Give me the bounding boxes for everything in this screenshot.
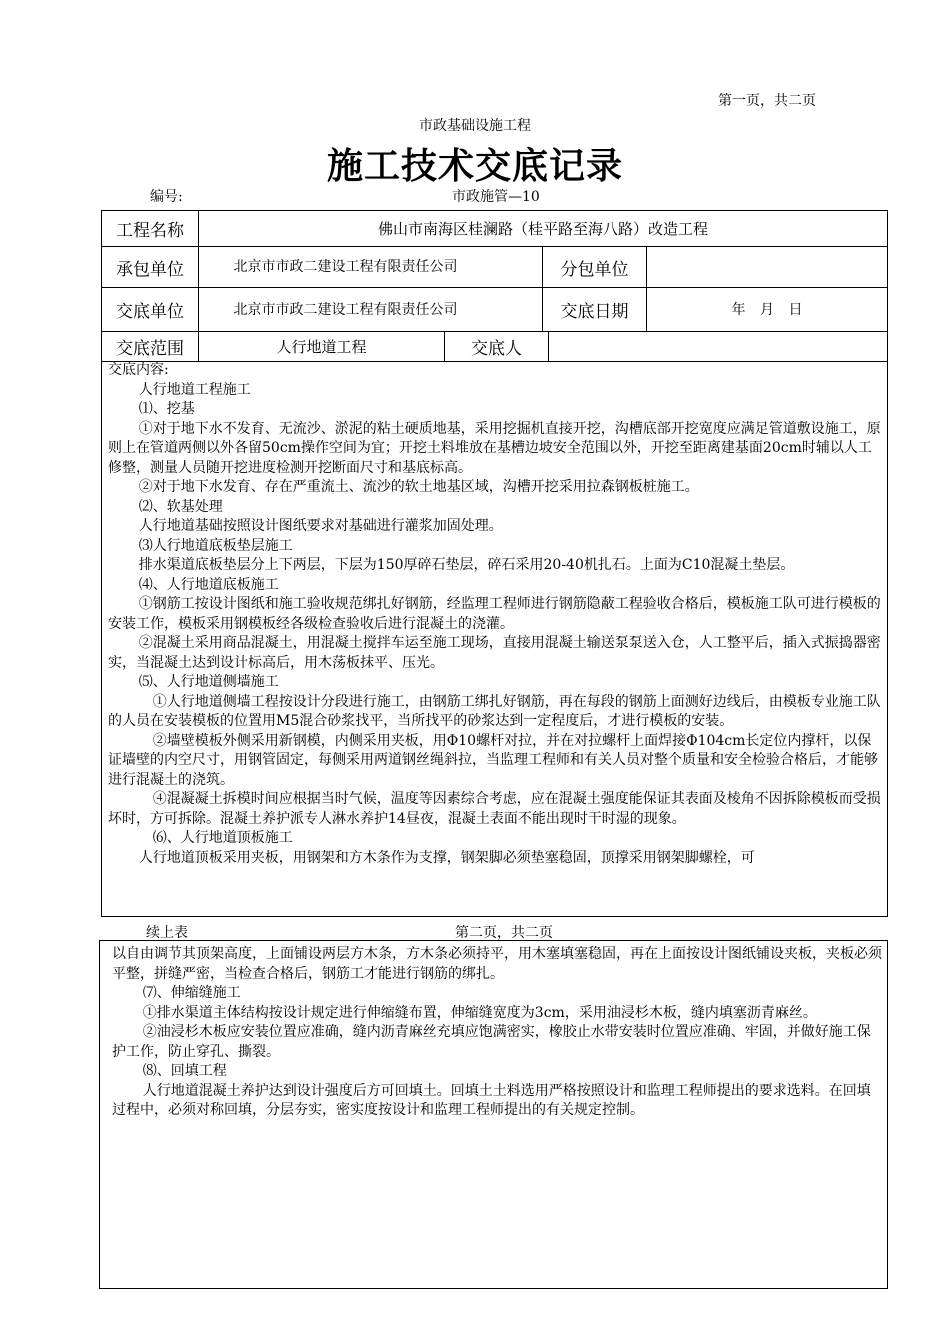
disclosure-date-value: 年 月 日 bbox=[731, 301, 803, 318]
section-heading: ⑶人行地道底板垫层施工 bbox=[138, 537, 293, 554]
row-contractor bbox=[102, 247, 887, 288]
paragraph: 排水渠道底板垫层分上下两层，下层为150厚碎石垫层，碎石采用20-40机扎石。上面为C10混凝土垫层。 bbox=[138, 557, 795, 573]
scope-label: 交底范围 bbox=[102, 332, 199, 361]
person-label: 交底人 bbox=[445, 332, 549, 361]
content-heading: 交底内容: bbox=[108, 362, 169, 378]
section-heading: ⑴、挖基 bbox=[138, 401, 195, 417]
paragraph: ②混凝土采用商品混凝土，用混凝土搅拌车运至施工现场，直接用混凝土输送泵泵送入仓，人工整平后，插入式振捣器密实，当混凝土达到设计标高后，用木荡板抹平、压光。 bbox=[108, 635, 881, 671]
continued-table bbox=[99, 940, 888, 1289]
section-heading: ⑵、软基处理 bbox=[138, 498, 223, 515]
paragraph: 以自由调节其顶架高度，上面铺设两层方木条，方木条必须持平，用木塞填塞稳固，再在上面按设计图纸铺设夹板，夹板必须平整，拼缝严密，当检查合格后，钢筋工才能进行钢筋的绑扎。 bbox=[112, 946, 882, 982]
paragraph: ②对于地下水发育、存在严重流土、流沙的软土地基区域，沟槽开挖采用拉森钢板桩施工。 bbox=[138, 479, 699, 495]
paragraph: 人行地道混凝土养护达到设计强度后方可回填土。回填土土料选用严格按照设计和监理工程师提出的要求选料。在回填过程中，必须对称回填，分层夯实，密实度按设计和监理工程师提出的有关规定控制。 bbox=[112, 1082, 871, 1118]
continued-label: 续上表 bbox=[146, 925, 188, 941]
paragraph: ④混凝凝土拆模时间应根据当时气候，温度等因素综合考虑，应在混凝土强度能保证其表面及棱角不因拆除模板而受损坏时，方可拆除。混凝土养护派专人淋水养护14昼夜，混凝土表面不能出现时干时湿的现象。 bbox=[108, 791, 881, 827]
row-scope bbox=[102, 332, 887, 362]
page-number: 第一页，共二页 bbox=[718, 93, 816, 109]
paragraph: ①人行地道侧墙工程按设计分段进行施工，由钢筋工绑扎好钢筋，再在每段的钢筋上面测好边线后，由模板专业施工队的人员在安装模板的位置用M5混合砂浆找平，当所找平的砂浆达到一定程度后，才进行模板的安装。 bbox=[108, 693, 881, 729]
continued-content bbox=[112, 945, 883, 1121]
disclosure-content bbox=[108, 361, 883, 868]
section-heading: ⑻、回填工程 bbox=[142, 1063, 227, 1079]
paragraph: ①对于地下水不发育、无流沙、淤泥的粘土硬质地基，采用挖掘机直接开挖，沟槽底部开挖宽度应满足管道敷设施工，原则上在管道两侧以外各留50cm操作空间为宜；开挖土料堆放在基槽边坡安全范围以外，开挖至距离建基面20cm时辅以人工修整，测量人员随开挖进度检测开挖断面尺寸和基底标高。 bbox=[108, 420, 881, 476]
contractor-value: 北京市市政二建设工程有限责任公司 bbox=[199, 247, 543, 287]
project-name-value: 佛山市南海区桂澜路（桂平路至海八路）改造工程 bbox=[377, 219, 708, 238]
disclosure-date-label: 交底日期 bbox=[543, 288, 647, 331]
paragraph: ①排水渠道主体结构按设计规定进行伸缩缝布置，伸缩缝宽度为3cm，采用油浸杉木板，缝内填塞沥青麻丝。 bbox=[142, 1004, 817, 1021]
row-disclosure-unit bbox=[102, 288, 887, 332]
disclosure-unit-value: 北京市市政二建设工程有限责任公司 bbox=[199, 288, 543, 331]
document-title: 施工技术交底记录 bbox=[326, 145, 623, 187]
paragraph: ②油浸杉木板应安装位置应准确，缝内沥青麻丝充填应饱满密实，橡胶止水带安装时位置应准确、牢固，并做好施工保护工作，防止穿孔、撕裂。 bbox=[112, 1024, 871, 1060]
number-label: 编号: bbox=[150, 189, 183, 205]
disclosure-table bbox=[101, 210, 888, 917]
subcontractor-value bbox=[647, 247, 887, 287]
project-name-label: 工程名称 bbox=[102, 211, 199, 246]
section-heading: ⑹、人行地道顶板施工 bbox=[152, 830, 293, 846]
subcontractor-label: 分包单位 bbox=[543, 247, 647, 287]
paragraph: ①钢筋工按设计图纸和施工验收规范绑扎好钢筋，经监理工程师进行钢筋隐蔽工程验收合格后，模板施工队可进行模板的安装工作，模板采用钢模板经各级检查验收后进行混凝土的浇灌。 bbox=[108, 596, 881, 632]
disclosure-unit-label: 交底单位 bbox=[102, 288, 199, 331]
paragraph: 人行地道顶板采用夹板，用钢架和方木条作为支撑，钢架脚必须垫塞稳固，顶撑采用钢架脚螺栓，可 bbox=[138, 849, 755, 866]
document-subtitle: 市政基础设施工程 bbox=[419, 118, 531, 134]
paragraph: ②墙壁模板外侧采用新钢模，内侧采用夹板，用Φ10螺杆对拉，并在对拉螺杆上面焊接Φ104cm长定位内撑杆，以保证墙壁的内空尺寸，用钢管固定，每侧采用两道钢丝绳斜拉，当监理工程师和有关人员对整个质量和安全检验合格后，才能够进行混凝土的浇筑。 bbox=[108, 732, 878, 788]
person-value bbox=[549, 332, 887, 361]
row-project-name bbox=[102, 211, 887, 247]
page-number-2: 第二页，共二页 bbox=[455, 925, 553, 941]
section-title: 人行地道工程施工 bbox=[138, 381, 251, 398]
contractor-label: 承包单位 bbox=[102, 247, 199, 287]
section-heading: ⑺、伸缩缝施工 bbox=[142, 985, 241, 1001]
section-heading: ⑸、人行地道侧墙施工 bbox=[138, 674, 279, 690]
number-value: 市政施管—10 bbox=[452, 189, 540, 205]
paragraph: 人行地道基础按照设计图纸要求对基础进行灌浆加固处理。 bbox=[138, 518, 503, 534]
section-heading: ⑷、人行地道底板施工 bbox=[138, 576, 279, 593]
scope-value: 人行地道工程 bbox=[199, 332, 445, 361]
